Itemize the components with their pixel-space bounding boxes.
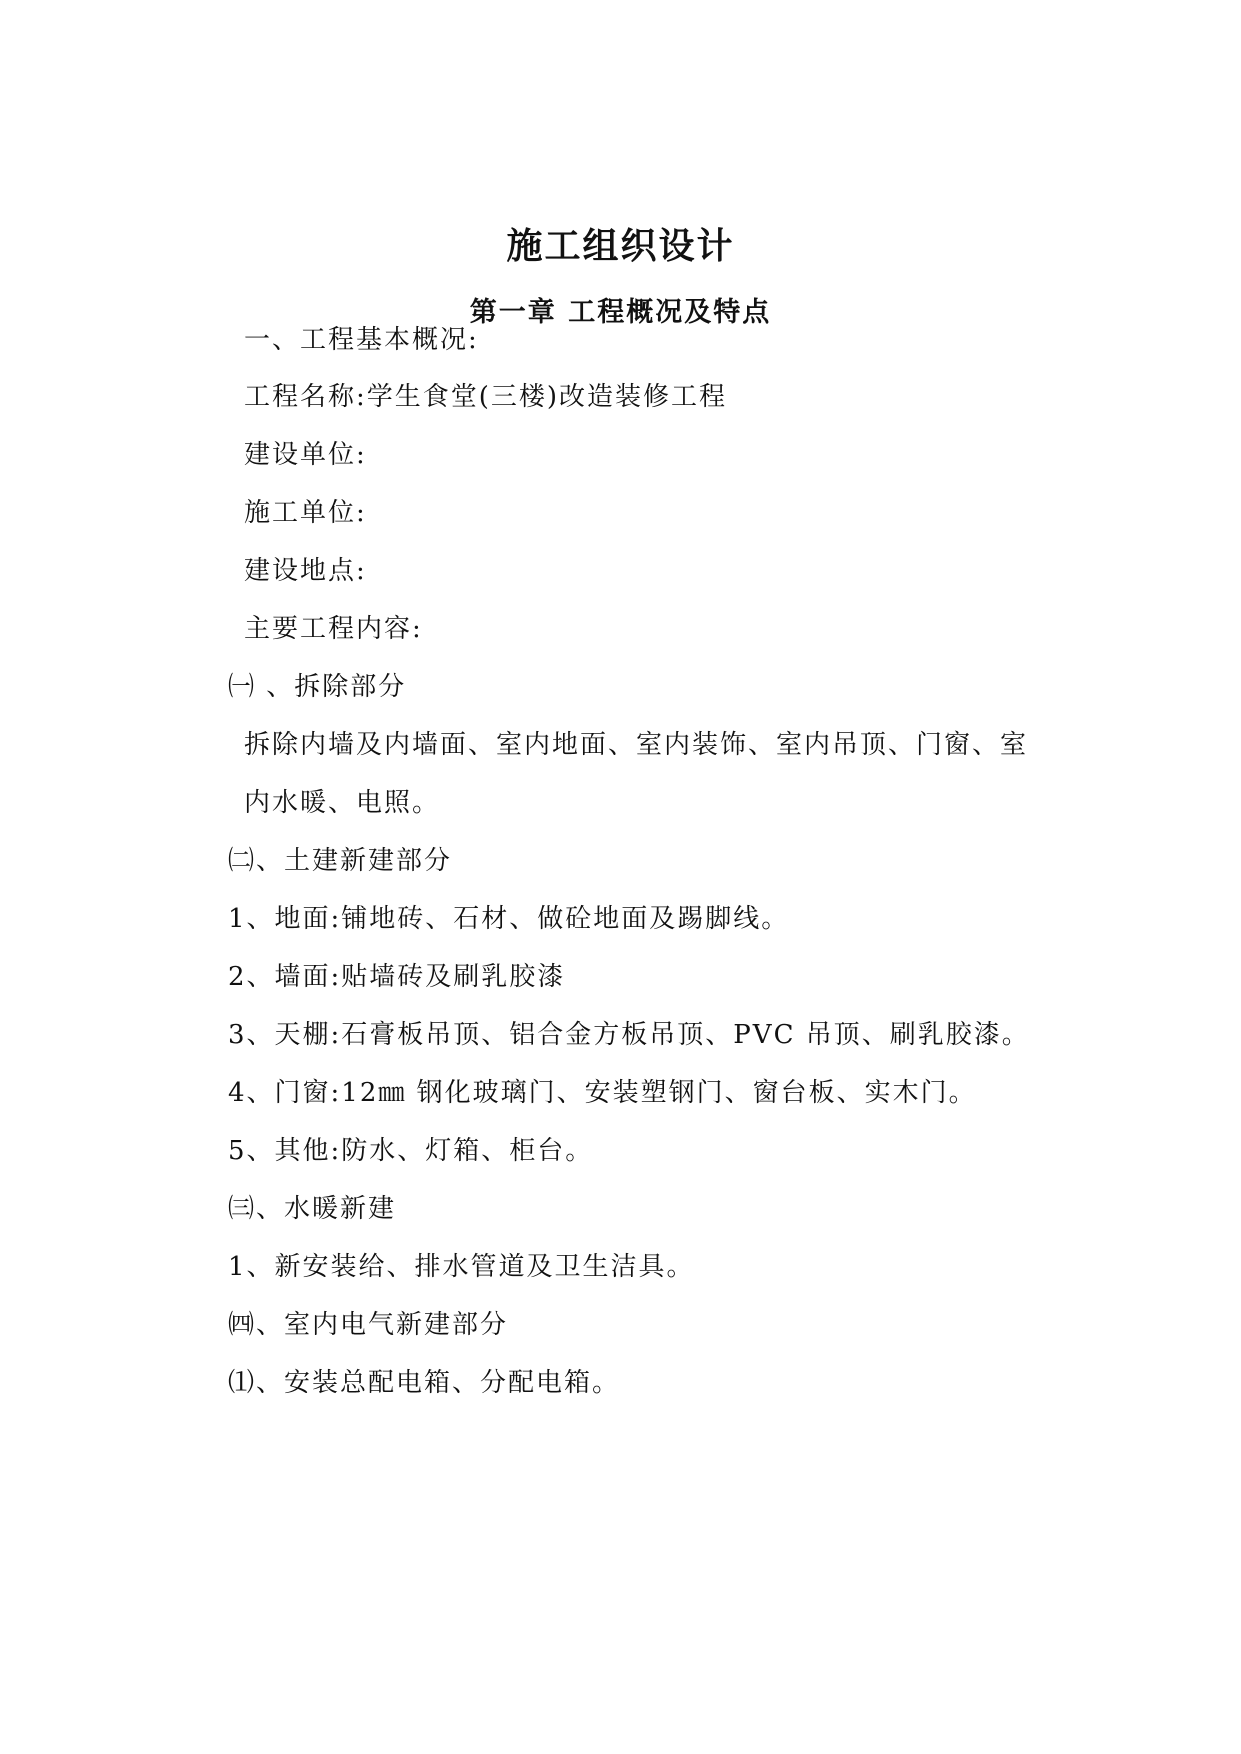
subsection-electrical: ㈣、室内电气新建部分 xyxy=(228,1310,509,1340)
section-heading-overview: 一、工程基本概况: xyxy=(244,325,479,355)
document-title: 施工组织设计 xyxy=(506,225,735,267)
project-name-line: 工程名称:学生食堂(三楼)改造装修工程 xyxy=(244,382,728,412)
demolition-text-line-1: 拆除内墙及内墙面、室内地面、室内装饰、室内吊顶、门窗、室 xyxy=(244,730,1029,760)
list-item-pipes: 1、新安装给、排水管道及卫生洁具。 xyxy=(228,1252,695,1282)
chapter-title: 第一章 工程概况及特点 xyxy=(469,297,772,328)
list-item-other: 5、其他:防水、灯箱、柜台。 xyxy=(228,1136,594,1166)
list-item-doors-windows: 4、门窗:12㎜ 钢化玻璃门、安装塑钢门、窗台板、实木门。 xyxy=(228,1078,977,1108)
subsection-demolition: ㈠ 、拆除部分 xyxy=(228,672,407,702)
subsection-civil-works: ㈡、土建新建部分 xyxy=(228,846,453,876)
contractor-unit-line: 施工单位: xyxy=(244,498,367,528)
site-location-line: 建设地点: xyxy=(244,556,367,586)
subsection-plumbing: ㈢、水暖新建 xyxy=(228,1194,397,1224)
demolition-text-line-2: 内水暖、电照。 xyxy=(244,788,441,818)
list-item-ceiling: 3、天棚:石膏板吊顶、铝合金方板吊顶、PVC 吊顶、刷乳胶漆。 xyxy=(228,1020,1030,1050)
list-item-wall: 2、墙面:贴墙砖及刷乳胶漆 xyxy=(228,962,566,992)
main-scope-line: 主要工程内容: xyxy=(244,614,423,644)
owner-unit-line: 建设单位: xyxy=(244,440,367,470)
list-item-distribution-box: ⑴、安装总配电箱、分配电箱。 xyxy=(228,1368,621,1398)
list-item-floor: 1、地面:铺地砖、石材、做砼地面及踢脚线。 xyxy=(228,904,790,934)
